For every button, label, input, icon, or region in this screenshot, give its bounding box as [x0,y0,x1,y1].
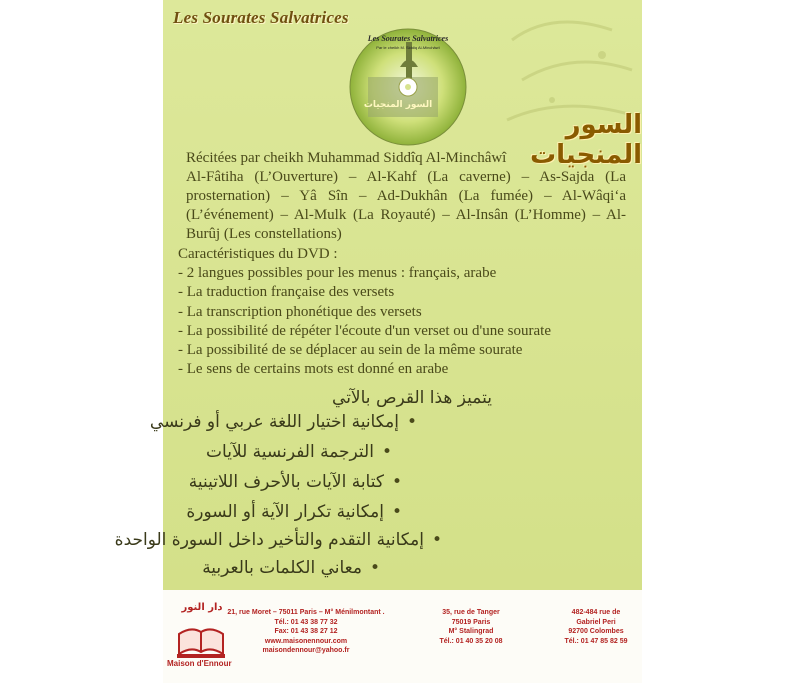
feature-item: - 2 langues possibles pour les menus : français, arabe [178,265,497,282]
description [186,149,626,244]
arabic-title: السور المنجيات [530,110,642,170]
disc-arabic-label: السور المنجيات [363,100,433,110]
feature-item: - Le sens de certains mots est donné en arabe [178,361,449,378]
arabic-feature-item: •كتابة الآيات بالأحرف اللاتينية [188,472,402,492]
reciter-line: Récitées par cheikh Muhammad Siddîq Al-Minchâwî [186,150,507,166]
logo-arabic: دار النور [181,602,223,613]
publisher-brand: Maison d'Ennour [167,659,232,668]
feature-item: - La possibilité de répéter l'écoute d'un verset ou d'une sourate [178,322,551,339]
feature-item: - La transcription phonétique des versets [178,303,422,320]
disc-title: Les Sourates Salvatrices [367,34,449,43]
address-colombes: 482-484 rue de Gabriel Peri 92700 Colombes Tél.: 01 47 85 82 59 [564,609,628,645]
arabic-feature-item: •إمكانية اختيار اللغة عربي أو فرنسي [149,412,417,432]
surah-list: Al-Fâtiha (L’Ouverture) – Al-Kahf (La caverne) – As-Sajda (La prosternation) – Yâ Sîn – Ad-Dukhân (La fumée) – Al-Wâqi‘a (L’événement) – Al-Mulk (La Royauté) – Al-Insân (L’Homme) – Al-Burûj (Les constellations) [186,169,626,242]
arabic-features-heading: يتميز هذا القرص بالآتي [332,388,492,408]
arabic-feature-item: •معاني الكلمات بالعربية [202,558,380,578]
arabic-feature-item: •الترجمة الفرنسية للآيات [206,442,392,462]
disc-subtitle: Par le cheikh M. Siddiq Al-Minchâwî [376,45,440,50]
arabic-feature-item: •إمكانية التقدم والتأخير داخل السورة الواحدة [114,530,442,550]
address-tanger: 35, rue de Tanger 75019 Paris M° Stalingrad Tél.: 01 40 35 20 08 [439,609,503,645]
series-title: Les Sourates Salvatrices [173,8,349,27]
feature-item: - La traduction française des versets [178,284,395,301]
feature-item: - La possibilité de se déplacer au sein de la même sourate [178,342,523,359]
dvd-features [178,245,628,379]
dvd-back-cover [114,0,642,683]
dvd-disc [348,27,468,147]
features-heading: Caractéristiques du DVD : [178,246,338,262]
address-moret: 21, rue Moret – 75011 Paris – M° Ménilmontant . Tél.: 01 43 38 77 32 Fax: 01 43 38 27 12 www.maisonennour.com maisondennour@yahoo.fr [227,609,385,654]
publisher-footer [163,590,642,683]
arabic-feature-item: •إمكانية تكرار الآية أو السورة [186,502,402,522]
